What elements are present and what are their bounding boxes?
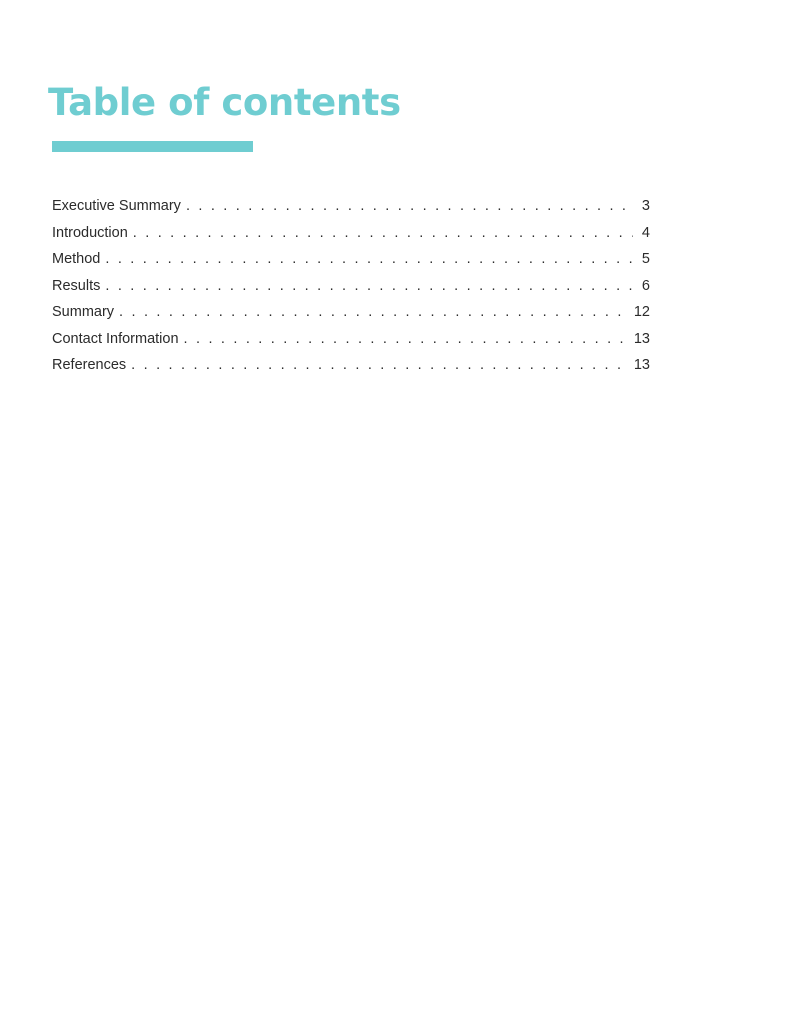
toc-entry-label: Executive Summary xyxy=(52,198,181,214)
toc-dot-leader xyxy=(186,198,633,214)
toc-entry-method[interactable] xyxy=(52,251,650,278)
toc-entry-references[interactable] xyxy=(52,357,650,384)
toc-page-number: 12 xyxy=(633,304,650,320)
toc-entry-results[interactable] xyxy=(52,278,650,305)
toc-dot-leader xyxy=(133,225,633,241)
toc-dot-leader xyxy=(184,331,629,347)
toc-page-number: 4 xyxy=(641,224,650,241)
toc-entry-label: Summary xyxy=(52,304,115,320)
toc-entry-label: Method xyxy=(52,251,101,267)
toc-entry-label: Introduction xyxy=(52,224,128,241)
toc-dot-leader xyxy=(105,251,633,267)
toc-page-number: 6 xyxy=(641,277,650,294)
toc-entry-label: Contact Information xyxy=(52,330,179,347)
toc-page-number: 5 xyxy=(641,251,650,267)
toc-page-number: 13 xyxy=(633,330,650,347)
toc-entry-summary[interactable] xyxy=(52,304,650,331)
page-title: Table of contents xyxy=(48,81,401,124)
toc-dot-leader xyxy=(105,278,633,294)
toc-entry-introduction[interactable] xyxy=(52,225,650,252)
toc-entry-label: Results xyxy=(52,277,101,294)
toc-page-number: 3 xyxy=(641,198,650,214)
toc-entry-label: References xyxy=(52,357,127,373)
table-of-contents xyxy=(52,198,650,384)
title-underline-bar xyxy=(52,141,253,152)
toc-entry-contact-information[interactable] xyxy=(52,331,650,358)
toc-dot-leader xyxy=(131,357,629,373)
toc-dot-leader xyxy=(119,304,629,320)
toc-page-number: 13 xyxy=(633,357,650,373)
toc-entry-executive-summary[interactable] xyxy=(52,198,650,225)
